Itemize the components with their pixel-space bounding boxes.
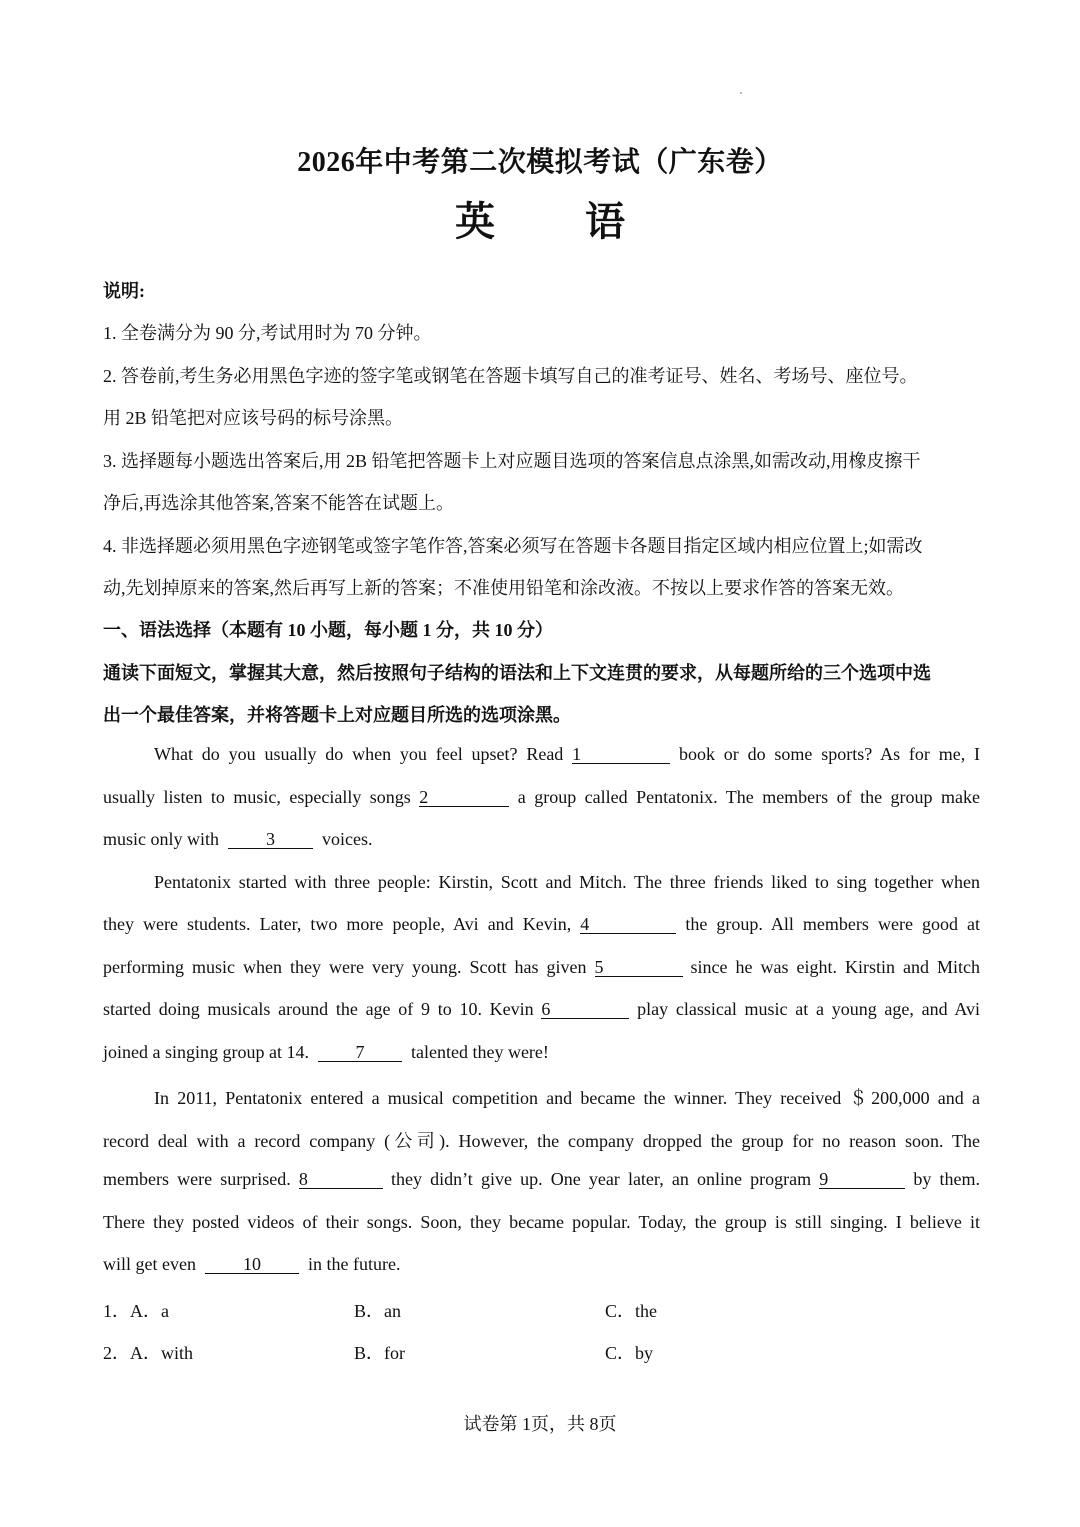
instruction-line: 4. 非选择题必须用黑色字迹钢笔或签字笔作答,答案必须写在答题卡各题目指定区域内相应位置上;如需改 [103,536,923,556]
passage-line: In 2011, Pentatonix entered a musical competition and became the winner. They received ＄200,000 and a [154,1088,980,1108]
section-directions: 出一个最佳答案，并将答题卡上对应题目所选的选项涂黑。 [103,705,571,725]
option-a: A．a [130,1301,169,1321]
section-heading: 一、语法选择（本题有 10 小题，每小题 1 分，共 10 分） [103,620,553,640]
subject-title: 英 语 [455,199,665,244]
passage-line: record deal with a record company (公司). However, the company dropped the group for no reason soon. The [103,1131,980,1151]
passage-line: they were students. Later, two more people, Avi and Kevin, 4 the group. All members were good at [103,914,981,934]
instruction-line: 1. 全卷满分为 90 分,考试用时为 70 分钟。 [103,323,432,343]
question-number: 1． [103,1301,130,1321]
answer-blank: 7 [318,1043,402,1062]
passage-line: Pentatonix started with three people: Kirstin, Scott and Mitch. The three friends liked to sing together when [154,872,980,892]
section-directions: 通读下面短文，掌握其大意，然后按照句子结构的语法和上下文连贯的要求，从每题所给的三个选项中选 [103,663,931,683]
answer-blank: 3 [228,830,313,849]
option-c: C．by [605,1343,654,1363]
passage-line: members were surprised. 8 they didn’t give up. One year later, an online program 9 by them. [103,1169,980,1189]
option-row [103,1297,169,1323]
passage-line: performing music when they were very young. Scott has given 5 since he was eight. Kirstin and Mitch [103,957,981,977]
answer-blank: 4 [580,915,676,934]
instruction-line: 动,先划掉原来的答案,然后再写上新的答案；不准使用铅笔和涂改液。不按以上要求作答的答案无效。 [103,578,904,598]
page-footer: 试卷第 1页，共 8页 [463,1414,617,1434]
option-a: A．with [130,1343,193,1363]
option-row [103,1339,193,1365]
answer-blank: 1 [572,745,670,764]
option-b: B．for [354,1343,405,1363]
passage-line: joined a singing group at 14. 7 talented they were! [103,1042,549,1062]
answer-blank: 2 [419,788,509,807]
instruction-line: 用 2B 铅笔把对应该号码的标号涂黑。 [103,408,404,428]
answer-blank: 8 [299,1170,383,1189]
instruction-line: 2. 答卷前,考生务必用黑色字迹的签字笔或钢笔在答题卡填写自己的准考证号、姓名、考场号、座位号。 [103,366,918,386]
passage-line: started doing musicals around the age of 9 to 10. Kevin 6 play classical music at a young age, and Avi [103,999,981,1019]
answer-blank: 5 [595,958,683,977]
passage-line: will get even 10 in the future. [103,1254,401,1274]
instruction-line: 净后,再选涂其他答案,答案不能答在试题上。 [103,493,454,513]
passage-line: What do you usually do when you feel upset? Read 1 book or do some sports? As for me, I [154,744,981,764]
exam-title: 2026年中考第二次模拟考试（广东卷） [297,147,783,178]
answer-blank: 9 [819,1170,905,1189]
instruction-line: 3. 选择题每小题选出答案后,用 2B 铅笔把答题卡上对应题目选项的答案信息点涂黑,如需改动,用橡皮擦干 [103,451,921,471]
passage-line: There they posted videos of their songs. Soon, they became popular. Today, the group is still singing. I believe it [103,1212,980,1232]
scan-speck [740,92,742,94]
passage-line: music only with 3 voices. [103,829,373,849]
answer-blank: 6 [541,1000,629,1019]
question-number: 2． [103,1343,130,1363]
answer-blank: 10 [205,1255,299,1274]
option-b: B．an [354,1301,401,1321]
passage-line: usually listen to music, especially songs 2 a group called Pentatonix. The members of the group make [103,787,981,807]
instructions-heading: 说明: [103,281,145,301]
option-c: C．the [605,1301,657,1321]
